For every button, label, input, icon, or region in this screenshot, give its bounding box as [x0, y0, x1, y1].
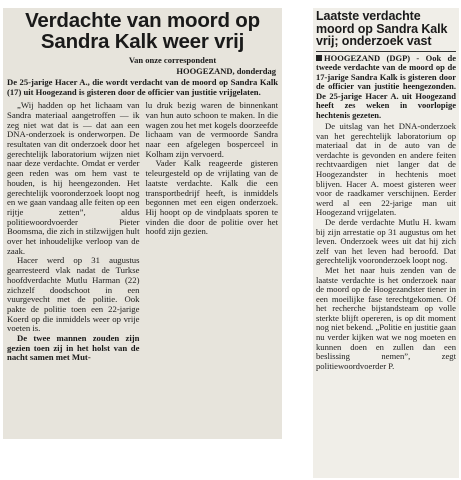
- paragraph: „Wij hadden op het lichaam van Sandra materiaal aangetroffen — ik zeg niet wat dat is — dat aan een DNA-onderzoek is onderworpen. De resultaten van dit onderzoek door het gerechtelijk laboratorium wijzen niet naar deze verdachte. Omdat er verder geen reden was om hem vast te houden, is hij heengezonden. Het gerechtelijk vooronderzoek loopt nog en we gaan vandaag alle feiten op een rijtje zetten”, aldus politiewoordvoerder Pieter Boomsma, die zich in stilzwijgen hult over het inhoudelijke verloop van de zaak.: [7, 100, 140, 256]
- correspondent-line: Van onze correspondent: [128, 55, 217, 65]
- right-newspaper-clipping: [313, 8, 459, 478]
- left-column-1: [7, 101, 140, 363]
- right-lead: [316, 54, 456, 121]
- left-column-2: [146, 101, 279, 363]
- paragraph: De uitslag van het DNA-onderzoek van het gerechtelijk laboratorium op materiaal dat in de auto van de verdachte is gevonden en andere feiten rechtvaardigen niet langer dat de Hoogezandster in hechtenis moet blijven. Hacer A. moest gisteren weer voor de raadkamer verschijnen. Eerder werd al een 22-jarige man uit Hoogezand vrijgelaten.: [316, 121, 456, 218]
- left-headline: Verdachte van moord op Sandra Kalk weer vrij: [25, 9, 260, 53]
- dateline: HOOGEZAND, donderdag: [176, 66, 276, 76]
- paragraph: Vader Kalk reageerde gisteren teleurgesteld op de vrijlating van de laatste verdachte. Kalk die een transportbedrijf heeft, is inmiddels begonnen met een eigen onderzoek. Hij hoopt op de vindplaats sporen te vinden die door de politie over het hoofd zijn gezien.: [145, 158, 278, 237]
- right-body: [316, 122, 456, 371]
- left-columns: [7, 101, 278, 363]
- paragraph: Hacer werd op 31 augustus gearresteerd vlak nadat de Turkse hoofdverdachte Mutlu Harman (22) zichzelf doodschoot in een vuurgevecht met de politie. Ook pakte de politie toen een 22-jarige Koerd op die inmiddels weer op vrije voeten is.: [7, 255, 140, 334]
- headline-divider: [316, 51, 456, 52]
- right-headline: Laatste verdachte moord op Sandra Kalk vrij; onderzoek vast: [316, 9, 448, 48]
- paragraph: De derde verdachte Mutlu H. kwam bij zijn arrestatie op 31 augustus om het leven. Onderzoek wees uit dat hij zich zelf van het leven had beroofd. Dat gerechtelijk vooronderzoek loopt nog.: [316, 216, 456, 266]
- left-newspaper-clipping: [3, 8, 282, 439]
- right-lead-text: HOOGEZAND (DGP) - Ook de tweede verdachte van de moord op de 17-jarige Sandra Kalk is gisteren door de officier van justitie heengezonden. De 25-jarige Hacer A. uit Hoogezand heeft zes weken in voorlopige hechtenis gezeten.: [316, 52, 456, 120]
- bullet-square-icon: [316, 55, 322, 61]
- paragraph: lu druk bezig waren de binnenkant van hun auto schoon te maken. In die wagen zou het met kogels doorzeefde lichaam van de vermoorde Sandra naar een afgelegen bosperceel in Kolham zijn vervoerd.: [145, 100, 278, 159]
- left-lead: De 25-jarige Hacer A., die wordt verdacht van de moord op Sandra Kalk (17) uit Hoogezand is gisteren door de officier van justitie vrijgelaten.: [7, 77, 278, 97]
- paragraph-bold: De twee mannen zouden zijn gezien toen zij in het holst van de nacht samen met Mut-: [7, 333, 140, 363]
- paragraph: Met het naar huis zenden van de laatste verdachte is het onderzoek naar de moord op de Hoogezandster tiener in een moeilijke fase terechtgekomen. Of het recherche bijstandsteam op volle sterkte blijft opereren, is op dit moment nog niet bekend. „Politie en justitie gaan nu verder kijken wat we nog moeten en kunnen doen en zullen dan een beslissing nemen”, zegt politiewoordvoerder P.: [316, 264, 456, 371]
